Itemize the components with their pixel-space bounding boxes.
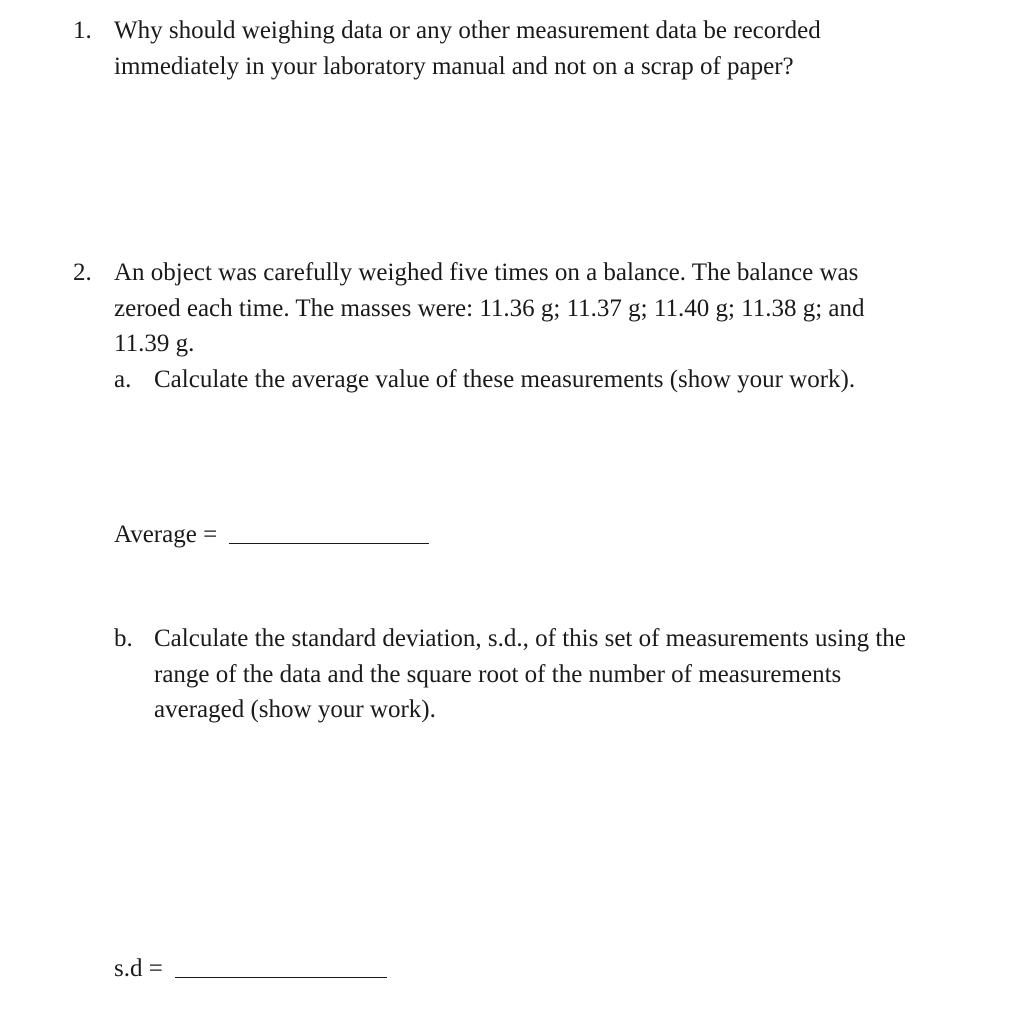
- part-a-text: [154, 362, 855, 398]
- part-a-label: a.: [114, 366, 132, 393]
- sd-answer-blank[interactable]: [175, 977, 387, 978]
- question-2-line-3: 11.39 g.: [114, 330, 195, 357]
- question-1-number: 1.: [73, 17, 92, 44]
- average-answer-blank[interactable]: [229, 543, 429, 544]
- sd-answer: [114, 951, 387, 987]
- question-2-line-2: zeroed each time. The masses were: 11.36 g; 11.37 g; 11.40 g; 11.38 g; and: [114, 294, 865, 322]
- question-2-number: 2.: [73, 259, 92, 286]
- part-b-line-2: range of the data and the square root of the number of measurements: [154, 660, 842, 688]
- part-b-line-1: Calculate the standard deviation, s.d., of this set of measurements using the: [154, 625, 906, 652]
- part-b-text: [154, 621, 906, 728]
- question-1-line-2: immediately in your laboratory manual and not on a scrap of paper?: [114, 52, 794, 80]
- question-1-text: [114, 13, 821, 84]
- question-1-line-1: Why should weighing data or any other measurement data be recorded: [114, 17, 821, 44]
- part-b-line-3: averaged (show your work).: [154, 696, 436, 723]
- question-2-line-1: An object was carefully weighed five times on a balance. The balance was: [114, 259, 859, 286]
- question-2-text: [114, 255, 865, 362]
- average-answer: [114, 517, 429, 553]
- average-label: Average =: [114, 521, 218, 548]
- part-a-line-1: Calculate the average value of these measurements (show your work).: [154, 366, 856, 393]
- part-b-label: b.: [114, 625, 133, 652]
- sd-label: s.d =: [114, 955, 163, 982]
